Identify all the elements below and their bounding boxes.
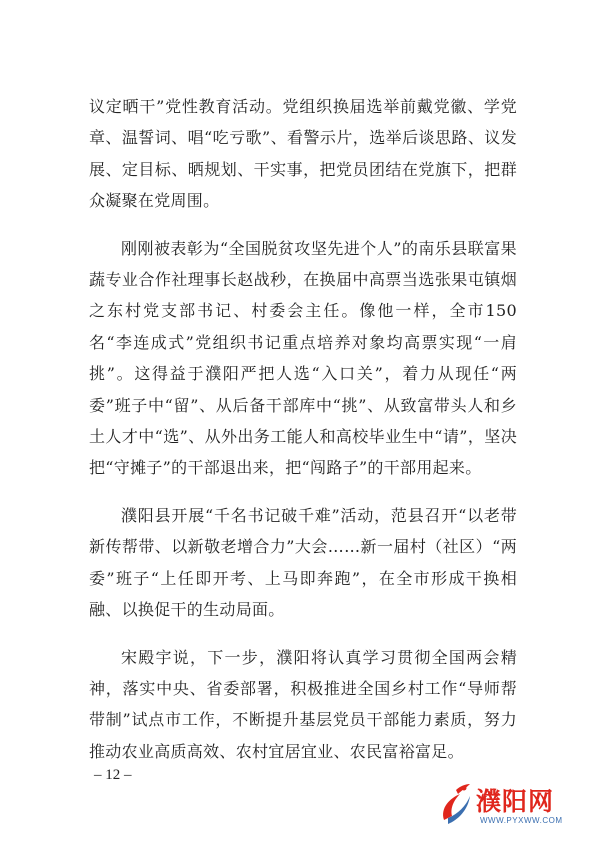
paragraph-1: 议定晒干”党性教育活动。党组织换届选举前戴党徽、学党章、温誓词、唱“吃亏歌”、看警示片，选举后谈思路、议发展、定目标、晒规划、干实事，把党员团结在党旗下，把群众凝聚在党周围。 [89,97,517,211]
paragraph-3: 濮阳县开展“千名书记破千难”活动，范县召开“以老带新传帮带、以新敬老增合力”大会……新一届村（社区）“两委”班子“上任即开考、上马即奔跑”，在全市形成干换相融、以换促干的生动局面。 [89,505,517,620]
watermark-url: WWW.PYXWW.COM [480,816,563,825]
article-body [89,91,517,783]
paragraph-2: 刚刚被表彰为“全国脱贫攻坚先进个人”的南乐县联富果蔬专业合作社理事长赵战秒，在换届中高票当选张果屯镇烟之东村党支部书记、村委会主任。像他一样，全市150名“李连成式”党组织书记重点培养对象均高票实现“一肩挑”。这得益于濮阳严把人选“入口关”，着力从现任“两委”班子中“留”、从后备干部库中“挑”、从致富带头人和乡土人才中“选”、从外出务工能人和高校毕业生中“请”，坚决把“守摊子”的干部退出来，把“闯路子”的干部用起来。 [89,238,517,478]
site-watermark [436,776,586,838]
paragraph-4: 宋殿宇说，下一步，濮阳将认真学习贯彻全国两会精神，落实中央、省委部署，积极推进全国乡村工作“导师帮带制”试点市工作，不断提升基层党员干部能力素质，努力推动农业高质高效、农村宜居宜业、农民富裕富足。 [89,647,517,761]
pyxww-logo-icon [436,780,474,828]
watermark-name: 濮阳网 [476,787,555,816]
page-number: – 12 – [94,767,132,783]
